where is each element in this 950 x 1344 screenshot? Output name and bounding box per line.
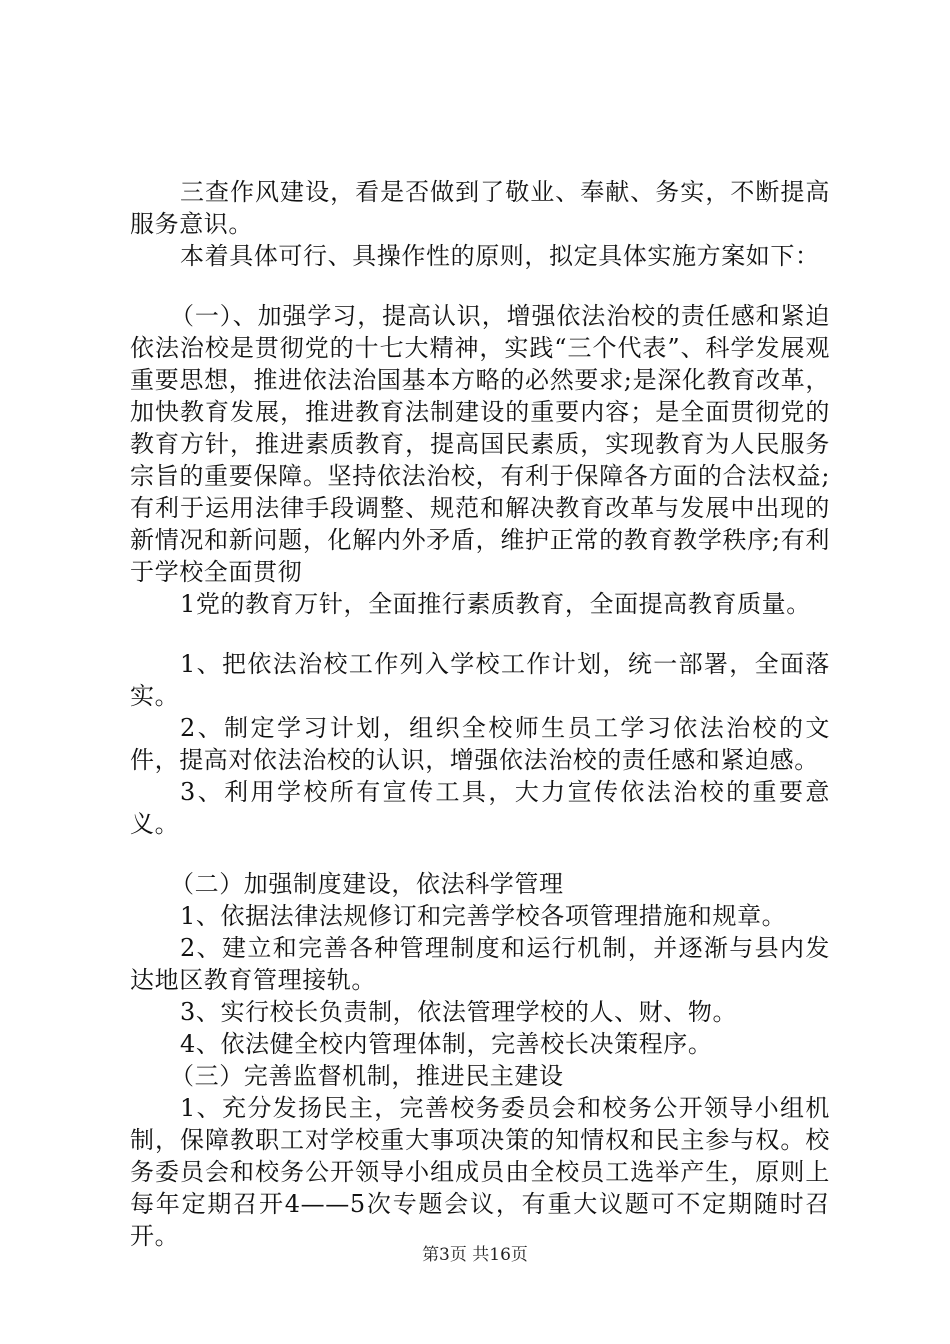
section-two-item-4: 4、依法健全校内管理体制，完善校长决策程序。	[180, 1030, 713, 1058]
section-two-item-1: 1、依据法律法规修订和完善学校各项管理措施和规章。	[180, 902, 787, 930]
list-item-3: 3、利用学校所有宣传工具，大力宣传依法治校的重要意义。	[130, 778, 830, 838]
paragraph-education-policy: 1党的教育万针，全面推行素质教育，全面提高教育质量。	[180, 590, 811, 618]
paragraph-style-check: 三查作风建设，看是否做到了敬业、奉献、务实，不断提高服务意识。	[130, 178, 830, 238]
document-body	[130, 176, 830, 1252]
section-two-item-3: 3、实行校长负责制，依法管理学校的人、财、物。	[180, 998, 738, 1026]
section-one-paragraph: （一）、加强学习，提高认识，增强依法治校的责任感和紧迫依法治校是贯彻党的十七大精神，实践“三个代表”、科学发展观重要思想，推进依法治国基本方略的必然要求;是深化教育改革，加快教育发展，推进教育法制建设的重要内容；是全面贯彻党的教育方针，推进素质教育，提高国民素质，实现教育为人民服务宗旨的重要保障。坚持依法治校，有利于保障各方面的合法权益;有利于运用法律手段调整、规范和解决教育改革与发展中出现的新情况和新问题，化解内外矛盾，维护正常的教育教学秩序;有利于学校全面贯彻	[130, 302, 830, 586]
section-two-heading: （二）加强制度建设，依法科学管理	[170, 870, 564, 898]
list-item-1: 1、把依法治校工作列入学校工作计划，统一部署，全面落实。	[130, 650, 830, 710]
paragraph-plan-intro: 本着具体可行、具操作性的原则，拟定具体实施方案如下：	[180, 242, 820, 270]
section-two-item-2: 2、建立和完善各种管理制度和运行机制，并逐渐与县内发达地区教育管理接轨。	[130, 934, 830, 994]
page-number-footer: 第3页 共16页	[422, 1245, 528, 1265]
section-three-heading: （三）完善监督机制，推进民主建设	[170, 1062, 564, 1090]
section-three-item-1: 1、充分发扬民主，完善校务委员会和校务公开领导小组机制，保障教职工对学校重大事项决策的知情权和民主参与权。校务委员会和校务公开领导小组成员由全校员工选举产生，原则上每年定期召开4——5次专题会议，有重大议题可不定期随时召开。	[130, 1094, 830, 1250]
list-item-2: 2、制定学习计划，组织全校师生员工学习依法治校的文件，提高对依法治校的认识，增强依法治校的责任感和紧迫感。	[130, 714, 830, 774]
